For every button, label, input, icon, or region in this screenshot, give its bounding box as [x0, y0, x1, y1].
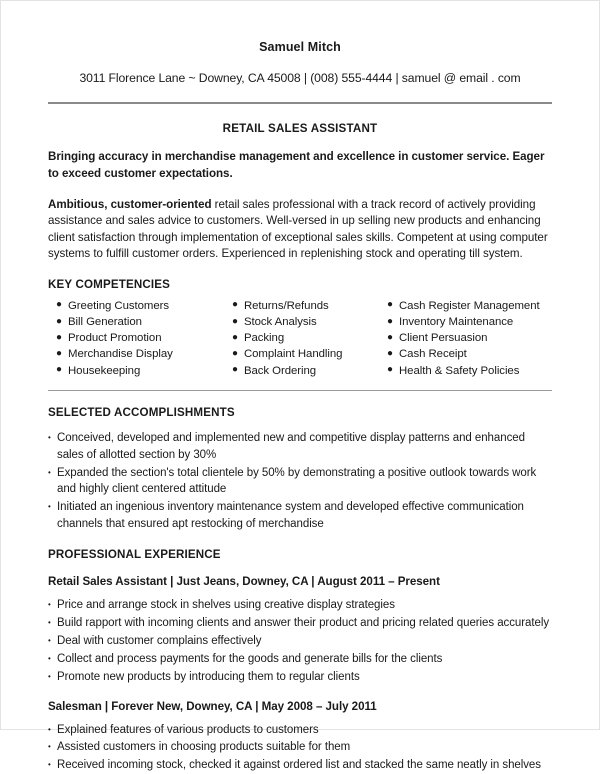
job-bullet-text: Deal with customer complains effectively [57, 634, 262, 647]
bullet-dot-icon: • [48, 653, 51, 663]
job-bullet-text: Collect and process payments for the goods and generate bills for the clients [57, 652, 443, 665]
competency-label: Inventory Maintenance [399, 316, 514, 329]
bullet-dot-icon: ● [231, 315, 238, 327]
summary-body-emphasis: Ambitious, customer-oriented [48, 197, 212, 211]
competency-item [56, 346, 232, 362]
job-bullet-item [48, 651, 552, 668]
bullet-dot-icon: • [48, 635, 51, 645]
competency-item [56, 330, 232, 346]
bullet-dot-icon: • [48, 432, 51, 442]
competency-item [232, 363, 387, 379]
bullet-dot-icon: ● [56, 331, 62, 343]
accomplishment-item [48, 499, 552, 533]
job-bullet-item [48, 597, 552, 614]
accomplishment-item [48, 465, 552, 499]
competencies-column-2 [232, 298, 387, 379]
competencies-columns [48, 298, 552, 379]
competency-label: Bill Generation [68, 316, 142, 329]
competency-label: Cash Register Management [399, 299, 540, 312]
bullet-dot-icon: • [48, 760, 51, 770]
bullet-dot-icon: ● [387, 347, 393, 359]
target-job-title: RETAIL SALES ASSISTANT [222, 122, 378, 136]
bullet-dot-icon: ● [231, 364, 238, 376]
bullet-dot-icon: • [48, 742, 51, 752]
competency-label: Packing [243, 332, 285, 345]
bullet-dot-icon: ● [231, 347, 238, 359]
summary-body-text: retail sales professional with a track record of actively providing assistance and sales advice to customers. Well-versed in up selling new products and enhancing client satisfaction through implementation of exceptional sales skills. Competent at using computer systems to fulfill customer orders. Experienced in replenishing stock and operating till system. [48, 197, 548, 261]
summary-lead: Bringing accuracy in merchandise management and excellence in customer service. Eager to exceed customer expectations. [48, 150, 545, 180]
bullet-dot-icon: • [48, 618, 51, 628]
job-bullets-list [48, 722, 552, 774]
job-title-line: Retail Sales Assistant | Just Jeans, Downey, CA | August 2011 – Present [48, 575, 440, 589]
accomplishment-text: Conceived, developed and implemented new and competitive display patterns and enhanced sales of allotted section by 30% [57, 431, 525, 461]
competency-item [232, 330, 387, 346]
summary-body [48, 197, 552, 263]
bullet-dot-icon: ● [387, 364, 393, 376]
bullet-dot-icon: ● [56, 315, 62, 327]
section-heading-competencies: KEY COMPETENCIES [48, 277, 171, 291]
competency-label: Housekeeping [68, 364, 141, 377]
header-divider [48, 102, 552, 104]
job-bullet-item [48, 739, 552, 756]
competency-item [232, 314, 387, 330]
job-bullet-text: Price and arrange stock in shelves using creative display strategies [57, 599, 395, 612]
bullet-dot-icon: ● [231, 331, 238, 343]
bullet-dot-icon: • [48, 724, 51, 734]
competency-item [56, 363, 232, 379]
bullet-dot-icon: ● [56, 347, 62, 359]
competency-label: Greeting Customers [68, 299, 170, 312]
job-bullet-text: Build rapport with incoming clients and answer their product and pricing related queries accurately [57, 617, 550, 630]
competency-label: Client Persuasion [399, 332, 488, 345]
competency-item [387, 363, 552, 379]
job-bullet-item [48, 615, 552, 632]
job-title-line: Salesman | Forever New, Downey, CA | May 2008 – July 2011 [48, 699, 377, 713]
job-bullet-text: Assisted customers in choosing products suitable for them [57, 741, 351, 754]
competency-item [387, 314, 552, 330]
accomplishment-item [48, 430, 552, 464]
job-bullet-text: Promote new products by introducing them to regular clients [57, 670, 360, 683]
job-bullet-item [48, 669, 552, 686]
candidate-contact-line: 3011 Florence Lane ~ Downey, CA 45008 | (008) 555-4444 | samuel @ email . com [79, 70, 521, 85]
competency-item [232, 346, 387, 362]
bullet-dot-icon: ● [387, 315, 393, 327]
competency-item [387, 346, 552, 362]
section-heading-accomplishments: SELECTED ACCOMPLISHMENTS [48, 405, 235, 419]
accomplishment-text: Initiated an ingenious inventory maintenance system and developed effective communication channels that ensured apt restocking of merchandise [57, 501, 524, 531]
bullet-dot-icon: ● [56, 299, 62, 311]
competencies-column-1 [48, 298, 232, 379]
bullet-dot-icon: • [48, 502, 51, 512]
accomplishment-text: Expanded the section's total clientele by 50% by demonstrating a positive outlook towards work and highly client centered attitude [57, 466, 537, 496]
job-bullet-item [48, 757, 552, 774]
competency-label: Merchandise Display [68, 348, 173, 361]
job-bullet-text: Explained features of various products to customers [57, 723, 319, 736]
competency-item [387, 330, 552, 346]
job-bullet-text: Received incoming stock, checked it against ordered list and stacked the same neatly in shelves [57, 759, 541, 772]
candidate-name: Samuel Mitch [259, 40, 341, 54]
bullet-dot-icon: ● [231, 299, 238, 311]
competency-item [387, 298, 552, 314]
bullet-dot-icon: • [48, 467, 51, 477]
competency-label: Back Ordering [243, 364, 317, 377]
accomplishments-list [48, 430, 552, 533]
bullet-dot-icon: • [48, 671, 51, 681]
bullet-dot-icon: ● [56, 364, 62, 376]
job-bullet-item [48, 722, 552, 739]
resume-content [1, 1, 599, 774]
competency-label: Complaint Handling [243, 348, 343, 361]
section-heading-experience: PROFESSIONAL EXPERIENCE [48, 548, 221, 562]
competencies-divider [48, 390, 552, 391]
bullet-dot-icon: • [48, 600, 51, 610]
competency-item [232, 298, 387, 314]
competency-label: Returns/Refunds [243, 299, 329, 312]
competency-item [56, 298, 232, 314]
job-bullets-list [48, 597, 552, 685]
job-bullet-item [48, 633, 552, 650]
competency-item [56, 314, 232, 330]
competency-label: Cash Receipt [399, 348, 467, 361]
competency-label: Stock Analysis [243, 316, 317, 329]
bullet-dot-icon: ● [387, 299, 393, 311]
competencies-column-3 [387, 298, 552, 379]
competency-label: Health & Safety Policies [399, 364, 520, 377]
bullet-dot-icon: ● [387, 331, 393, 343]
competency-label: Product Promotion [68, 332, 162, 345]
